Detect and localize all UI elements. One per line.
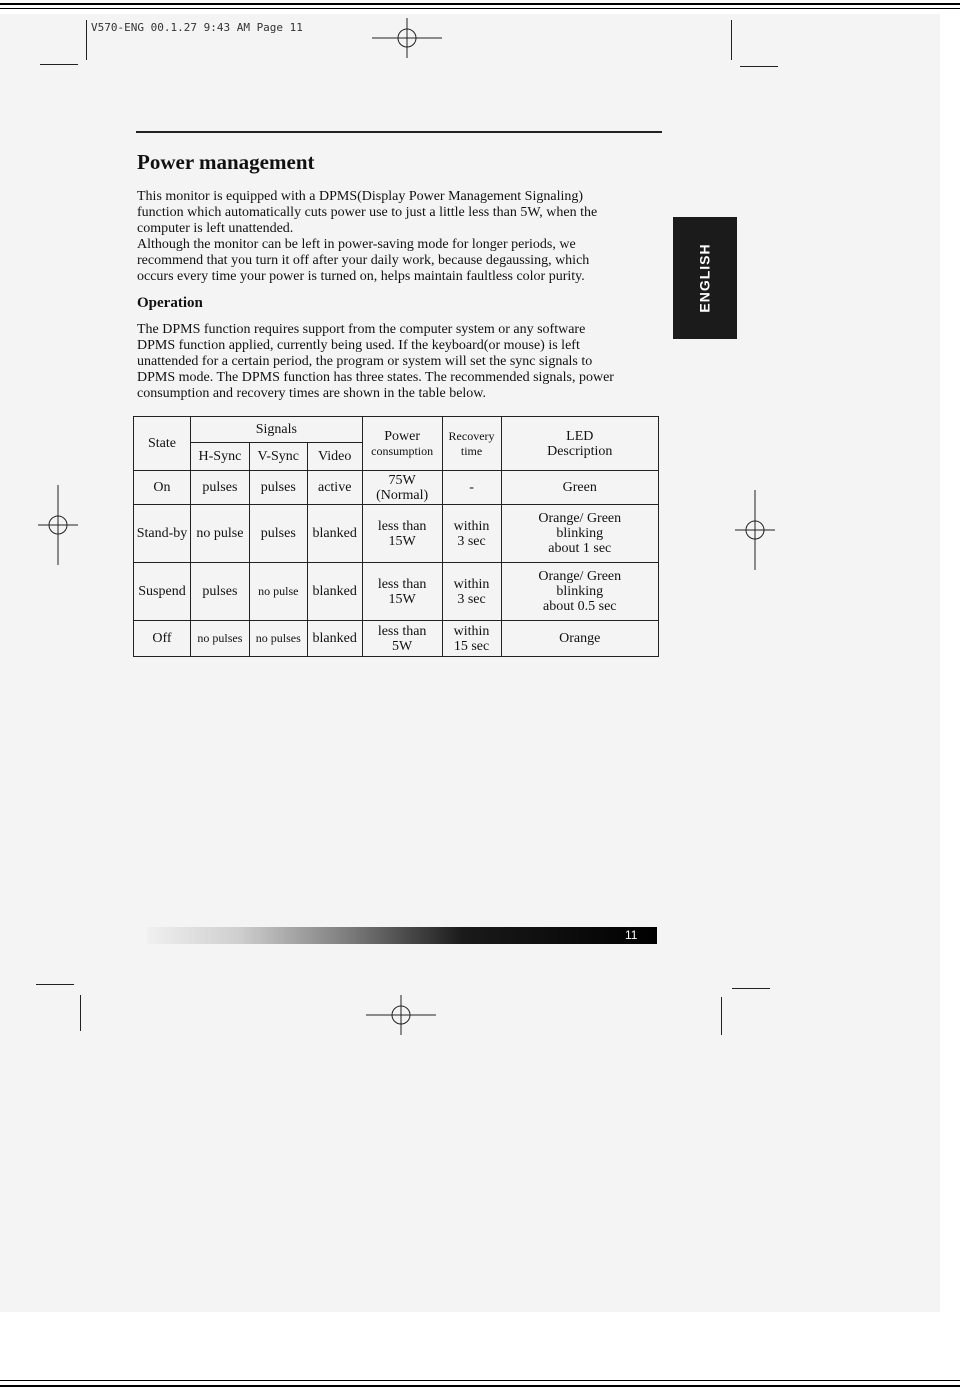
cell-power-line: 5W	[392, 638, 413, 654]
intro-line: recommend that you turn it off after your daily work, because degaussing, which	[137, 253, 590, 268]
cell-recovery-line: 15 sec	[453, 638, 490, 654]
intro-line: computer is left unattended.	[137, 221, 294, 236]
cell-power	[362, 563, 442, 621]
cell-recovery	[442, 621, 501, 657]
footer-gradient-bar	[147, 927, 657, 944]
table-row	[134, 471, 659, 505]
cell-led-line: blinking	[556, 584, 604, 599]
header-recovery	[442, 417, 501, 471]
cell-video: blanked	[307, 505, 362, 563]
cell-power	[362, 505, 442, 563]
cell-vsync: no pulse	[249, 563, 307, 621]
crop-mark	[40, 64, 78, 65]
cell-led-line: Orange/ Green	[538, 511, 622, 526]
crop-mark	[721, 997, 722, 1035]
cell-video: active	[307, 471, 362, 505]
cell-power	[362, 471, 442, 505]
cell-hsync: no pulses	[190, 621, 249, 657]
cell-power-line: less than	[377, 623, 427, 639]
cell-led-line: blinking	[556, 526, 604, 541]
cell-recovery-line: 3 sec	[457, 533, 486, 549]
language-tab-label: ENGLISH	[697, 243, 714, 313]
header-vsync: V-Sync	[249, 443, 307, 471]
top-border-rule	[0, 3, 960, 5]
cell-power-line: less than	[377, 518, 427, 534]
cell-power-line: (Normal)	[376, 487, 429, 503]
operation-line: DPMS mode. The DPMS function has three states. The recommended signals, power	[137, 370, 614, 385]
cell-led	[501, 621, 658, 657]
cell-recovery	[442, 471, 501, 505]
header-signals: Signals	[190, 417, 362, 443]
crop-mark	[36, 984, 74, 985]
cell-led-line: about 1 sec	[548, 541, 612, 556]
table-row	[134, 563, 659, 621]
operation-line: The DPMS function requires support from the computer system or any software	[137, 322, 586, 337]
operation-line: DPMS function applied, currently being used. If the keyboard(or mouse) is left	[137, 338, 580, 353]
registration-mark-icon	[366, 995, 436, 1035]
cell-power-line: 75W	[388, 472, 416, 488]
intro-line: occurs every time your power is turned on, helps maintain faultless color purity.	[137, 269, 585, 284]
header-led-line: LED	[566, 428, 594, 444]
cell-vsync: pulses	[249, 471, 307, 505]
cell-hsync: pulses	[190, 471, 249, 505]
page-title: Power management	[137, 150, 315, 174]
header-recovery-line: Recovery	[448, 428, 495, 443]
header-led-line: Description	[547, 443, 613, 459]
cell-recovery-line: 3 sec	[457, 591, 486, 607]
cell-vsync: no pulses	[249, 621, 307, 657]
cell-video: blanked	[307, 563, 362, 621]
operation-line: consumption and recovery times are shown in the table below.	[137, 386, 486, 401]
bottom-border-rule-outer	[0, 1385, 960, 1387]
page-number: 11	[625, 928, 638, 942]
registration-mark-icon	[372, 18, 442, 58]
header-power-line: consumption	[371, 443, 434, 458]
cell-recovery	[442, 505, 501, 563]
header-power	[362, 417, 442, 471]
header-led	[501, 417, 658, 471]
crop-mark	[86, 20, 87, 60]
cell-recovery-line: within	[453, 623, 490, 639]
registration-mark-icon	[735, 490, 775, 570]
cell-led	[501, 563, 658, 621]
cell-led-line: Orange	[559, 631, 601, 646]
header-video: Video	[307, 443, 362, 471]
cell-hsync: pulses	[190, 563, 249, 621]
table-row	[134, 621, 659, 657]
header-power-line: Power	[384, 428, 421, 444]
cell-led-line: Orange/ Green	[538, 569, 622, 584]
dpms-table	[133, 416, 659, 657]
header-hsync: H-Sync	[190, 443, 249, 471]
table-row	[134, 505, 659, 563]
top-border-rule-inner	[0, 8, 960, 9]
registration-mark-icon	[38, 485, 78, 565]
crop-mark	[732, 988, 770, 989]
cell-video: blanked	[307, 621, 362, 657]
cell-vsync: pulses	[249, 505, 307, 563]
cell-state: Stand-by	[134, 505, 191, 563]
cell-led-line: Green	[562, 480, 597, 495]
cell-power-line: 15W	[388, 533, 416, 549]
print-file-info: V570-ENG 00.1.27 9:43 AM Page 11	[91, 21, 303, 34]
intro-line: function which automatically cuts power use to just a little less than 5W, when the	[137, 205, 598, 220]
header-state: State	[134, 417, 191, 471]
cell-recovery-line: within	[453, 518, 490, 534]
cell-hsync: no pulse	[190, 505, 249, 563]
intro-line: Although the monitor can be left in power-saving mode for longer periods, we	[137, 237, 576, 252]
crop-mark	[740, 66, 778, 67]
cell-led-line: about 0.5 sec	[543, 599, 617, 614]
operation-heading: Operation	[137, 295, 203, 311]
operation-line: unattended for a certain period, the program or system will set the sync signals to	[137, 354, 593, 369]
header-recovery-line: time	[460, 443, 483, 458]
cell-state: On	[134, 471, 191, 505]
cell-led	[501, 505, 658, 563]
cell-state: Off	[134, 621, 191, 657]
bottom-border-rule	[0, 1380, 960, 1381]
cell-power	[362, 621, 442, 657]
intro-line: This monitor is equipped with a DPMS(Display Power Management Signaling)	[137, 189, 584, 204]
language-tab	[673, 217, 737, 339]
cell-state: Suspend	[134, 563, 191, 621]
crop-mark	[80, 995, 81, 1031]
section-rule	[136, 131, 662, 133]
cell-led	[501, 471, 658, 505]
cell-recovery	[442, 563, 501, 621]
cell-recovery-line: within	[453, 576, 490, 592]
crop-mark	[731, 20, 732, 60]
cell-recovery-line: -	[469, 480, 474, 495]
cell-power-line: less than	[377, 576, 427, 592]
cell-power-line: 15W	[388, 591, 416, 607]
